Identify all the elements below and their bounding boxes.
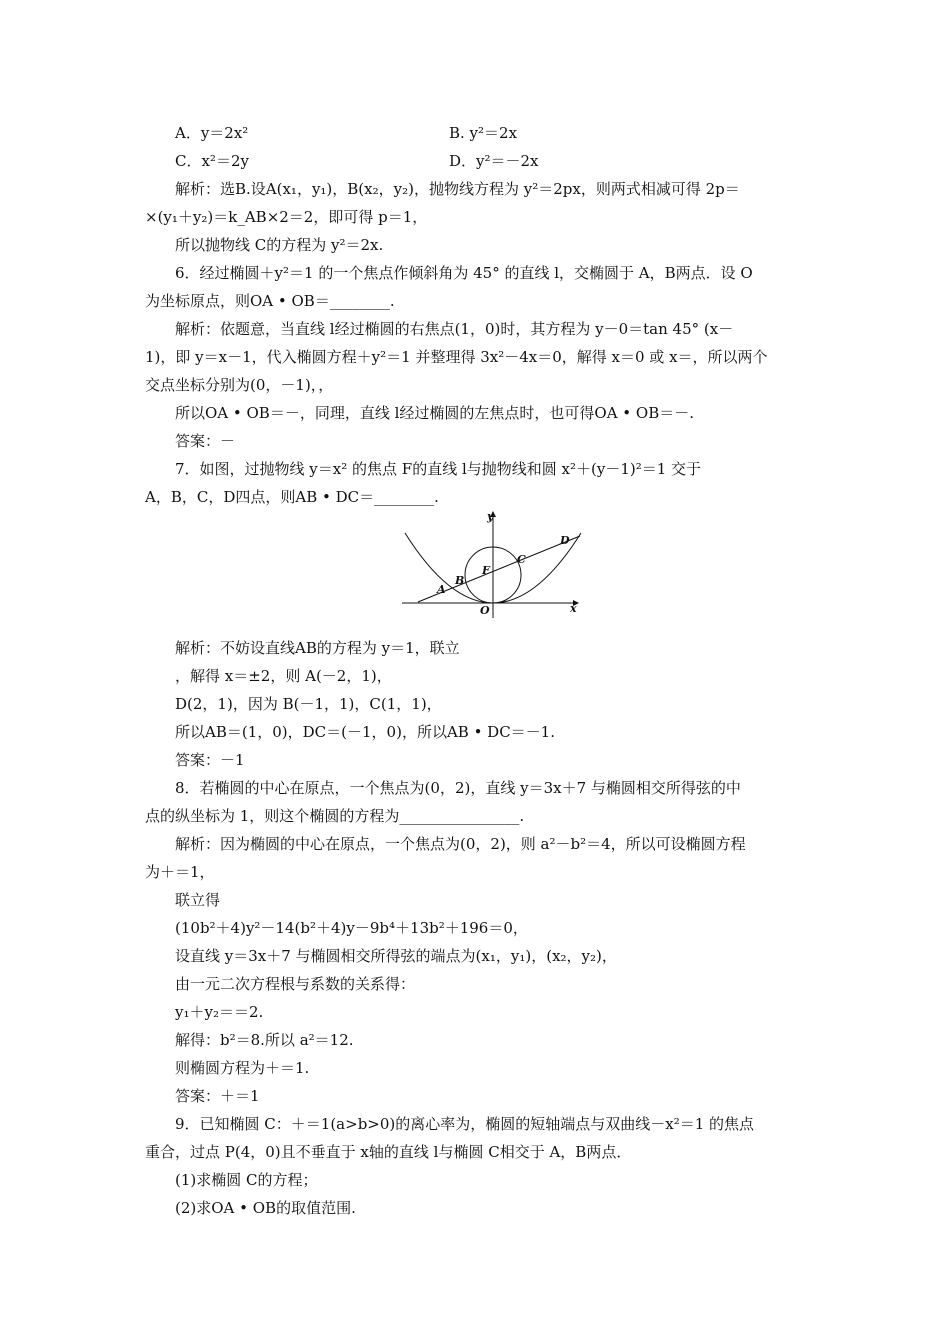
solution-line: 解析：不妨设直线AB的方程为 y＝1，联立 (175, 639, 460, 657)
solution-line: 联立得 (175, 891, 221, 909)
solution-line: 交点坐标分别为(0，－1)，， (145, 376, 334, 394)
option-c: C．x²＝2y (175, 152, 249, 170)
question-9: 9．已知椭圆 C：＋＝1(a>b>0)的离心率为，椭圆的短轴端点与双曲线－x²＝1 的焦点 (175, 1115, 755, 1133)
solution-line: 设直线 y＝3x＋7 与椭圆相交所得弦的端点为(x₁，y₁)，(x₂，y₂)， (175, 947, 617, 965)
solution-line: 解析：因为椭圆的中心在原点，一个焦点为(0，2)，则 a²－b²＝4，所以可设椭圆方程 (175, 835, 746, 853)
solution-line: 解析：选B.设A(x₁，y₁)，B(x₂，y₂)，抛物线方程为 y²＝2px，则两式相减可得 2p＝ (175, 180, 740, 198)
label-b: B (455, 574, 465, 587)
question-8-cont: 点的纵坐标为 1，则这个椭圆的方程为________________. (145, 807, 525, 825)
solution-line: 由一元二次方程根与系数的关系得： (175, 975, 416, 993)
label-x: x (570, 602, 577, 615)
answer-7: 答案：－1 (175, 751, 245, 769)
label-c: C (517, 553, 526, 566)
solution-line: ，解得 x＝±2，则 A(－2，1)， (175, 667, 392, 685)
option-d: D．y²＝－2x (449, 152, 539, 170)
answer-8: 答案：＋＝1 (175, 1087, 260, 1105)
label-a: A (437, 583, 446, 596)
question-6: 6．经过椭圆＋y²＝1 的一个焦点作倾斜角为 45° 的直线 l，交椭圆于 A，B两点．设 O (175, 264, 753, 282)
solution-line: (10b²＋4)y²－14(b²＋4)y－9b⁴＋13b²＋196＝0， (175, 919, 528, 937)
question-9-part-1: (1)求椭圆 C的方程； (175, 1171, 318, 1189)
solution-line: 解得：b²＝8.所以 a²＝12. (175, 1031, 354, 1049)
label-d: D (560, 534, 570, 547)
solution-line: y₁＋y₂＝＝2. (175, 1003, 264, 1021)
question-8: 8．若椭圆的中心在原点，一个焦点为(0，2)，直线 y＝3x＋7 与椭圆相交所得弦的中 (175, 779, 741, 797)
solution-line: 则椭圆方程为＋＝1. (175, 1059, 310, 1077)
answer-6: 答案：－ (175, 432, 236, 450)
label-y: y (487, 510, 494, 523)
option-b: B. y²＝2x (449, 124, 518, 142)
solution-line: ×(y₁＋y₂)＝k_AB×2＝2，即可得 p＝1， (145, 208, 428, 226)
solution-line: 所以抛物线 C的方程为 y²＝2x. (175, 236, 384, 254)
solution-line: 为＋＝1， (145, 863, 215, 881)
solution-line: 所以OA • OB＝－，同理，直线 l经过椭圆的左焦点时，也可得OA • OB＝－. (175, 404, 695, 422)
question-6-cont: 为坐标原点，则OA • OB＝________. (145, 292, 395, 310)
parabola-circle-figure (400, 508, 585, 620)
label-o: O (480, 604, 490, 617)
label-f: F (482, 564, 490, 577)
option-a: A．y＝2x² (175, 124, 249, 142)
question-7: 7．如图，过抛物线 y＝x² 的焦点 F的直线 l与抛物线和圆 x²＋(y－1)²＝1 交于 (175, 460, 702, 478)
solution-line: 所以AB＝(1，0)，DC＝(－1，0)，所以AB • DC＝－1. (175, 723, 555, 741)
solution-line: D(2，1)，因为 B(－1，1)，C(1，1)， (175, 695, 442, 713)
question-9-part-2: (2)求OA • OB的取值范围. (175, 1199, 356, 1217)
question-7-cont: A，B，C，D四点，则AB • DC＝________. (145, 488, 439, 506)
question-9-cont: 重合，过点 P(4，0)且不垂直于 x轴的直线 l与椭圆 C相交于 A，B两点． (145, 1143, 632, 1161)
solution-line: 1)，即 y＝x－1，代入椭圆方程＋y²＝1 并整理得 3x²－4x＝0，解得 x＝0 或 x＝，所以两个 (145, 348, 768, 366)
solution-line: 解析：依题意，当直线 l经过椭圆的右焦点(1，0)时，其方程为 y－0＝tan 45° (x－ (175, 320, 734, 338)
